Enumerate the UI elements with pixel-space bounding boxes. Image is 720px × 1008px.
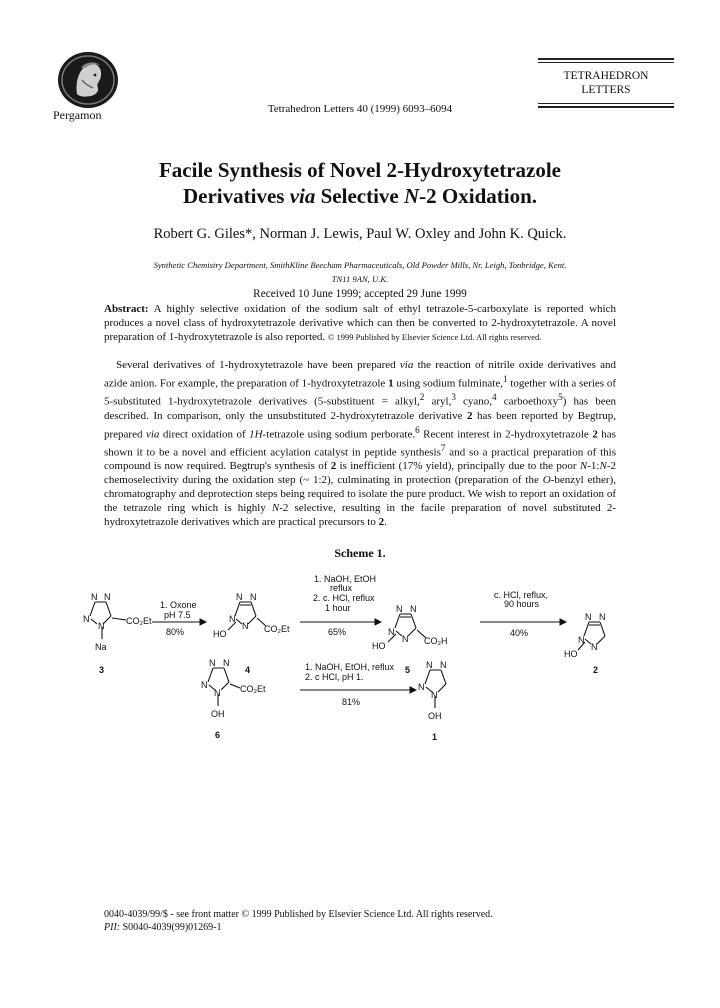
- reagent-text: c. HCl, reflux,: [494, 590, 549, 600]
- reagent-text: 1. Oxone: [160, 600, 197, 610]
- reagent-text: 2. c HCl, pH 1.: [305, 672, 364, 682]
- text-run: the reaction of nitrile oxide derivatives and azide anion. For example, the preparation of 1-hydroxytetrazole: [104, 359, 616, 390]
- body-paragraph: [104, 359, 616, 529]
- compound-number: 1: [432, 732, 438, 742]
- compound-ref: 2: [467, 409, 473, 422]
- pii-label: PII:: [104, 922, 121, 933]
- atom-label: N: [431, 690, 438, 700]
- article-title: [0, 157, 720, 209]
- compound-number: 3: [99, 665, 105, 675]
- title-line-1: Facile Synthesis of Novel 2-Hydroxytetrazole: [158, 158, 562, 182]
- text-run: .: [384, 515, 387, 528]
- masthead-rule-top-thin: [538, 62, 674, 63]
- compound-number: 5: [405, 665, 411, 675]
- atom-label: N: [410, 604, 417, 614]
- atom-label: N: [229, 614, 236, 624]
- journal-name: [538, 69, 674, 97]
- scheme-title: Scheme 1.: [334, 546, 386, 560]
- text-run: using sodium fulminate,: [393, 377, 503, 390]
- title-n: N: [403, 184, 420, 208]
- atom-label: N: [591, 642, 598, 652]
- text-run: direct oxidation of: [159, 428, 250, 441]
- text-run: Recent interest in 2-hydroxytetrazole: [419, 428, 593, 441]
- compound-ref: 2: [330, 460, 337, 473]
- pii-value: S0040-4039(99)01269-1: [120, 922, 222, 933]
- reagent-text: pH 7.5: [164, 610, 191, 620]
- abstract-copyright: © 1999 Published by Elsevier Science Ltd. All rights reserved.: [327, 331, 542, 342]
- citation-ref: 3: [451, 392, 456, 403]
- text-run: ) has been described. In comparison, only the unsubstituted 2-hydroxytetrazole derivative: [104, 395, 617, 422]
- title-line-2: [0, 183, 720, 209]
- citation-ref: 4: [492, 392, 497, 403]
- reagent-text: 1. NaOH, EtOH: [314, 574, 377, 584]
- atom-label: OH: [428, 711, 442, 721]
- atom-label: N: [209, 658, 216, 668]
- compound-ref: 2: [592, 428, 598, 441]
- substituent-label: CO₂H: [424, 636, 448, 646]
- atom-label: HO: [564, 649, 578, 659]
- text-run: -1:: [587, 460, 600, 473]
- text-run: together with a series of 5-substituted 1-hydroxytetrazole derivatives (5-substituent = alkyl,: [104, 377, 616, 408]
- atom-label: OH: [211, 709, 225, 719]
- text-run: has been reported by Begtrup, prepared: [104, 409, 616, 441]
- atom-label: N: [223, 658, 230, 668]
- affiliation-line-2: TN11 9AN, U.K.: [331, 274, 389, 284]
- text-italic: 1H: [249, 428, 263, 441]
- text-run: is inefficient (17% yield), principally due to the poor: [336, 460, 580, 473]
- abstract-text: A highly selective oxidation of the sodium salt of ethyl tetrazole-5-carboxylate is reported which produces a novel class of hydroxytetrazole derivative which can then be converted to 2-hydroxytetrazole. A novel preparation of 1-hydroxytetrazole is also reported.: [104, 303, 616, 343]
- text-italic: N: [271, 501, 280, 514]
- pergamon-logo-icon: [55, 50, 121, 110]
- text-run: -2 selective, resulting in the facile preparation of novel substituted 2-hydroxytetrazole derivatives which are practical precursors to: [104, 501, 616, 528]
- text-run: -tetrazole using sodium perborate.: [262, 428, 416, 441]
- title-via: via: [289, 184, 316, 208]
- atom-label: N: [91, 592, 98, 602]
- compound-number: 4: [245, 665, 251, 675]
- journal-name-line1: TETRAHEDRON: [563, 70, 649, 82]
- masthead-rule-bottom-thin: [538, 103, 674, 104]
- text-run: -benzyl ether), chromatography and deprotection steps being required to isolate the pure product. We wish to report an oxidation of the tetrazole ring which is highly: [104, 474, 616, 514]
- author-list: Robert G. Giles*, Norman J. Lewis, Paul W. Oxley and John K. Quick.: [153, 226, 567, 242]
- text-italic: N: [579, 460, 588, 473]
- citation-ref: 1: [502, 373, 508, 384]
- atom-label: N: [250, 592, 257, 602]
- atom-label: N: [396, 604, 403, 614]
- text-run: Several derivatives of 1-hydroxytetrazole have been prepared: [116, 359, 400, 371]
- compound-number: 6: [215, 730, 221, 740]
- text-run: has shown it to be a novel and efficient acylation catalyst in peptide synthesis: [104, 428, 616, 459]
- journal-citation: Tetrahedron Letters 40 (1999) 6093–6094: [267, 103, 453, 115]
- compound-ref: 1: [388, 377, 394, 390]
- reagent-text: 90 hours: [504, 599, 540, 609]
- yield-text: 80%: [166, 627, 185, 637]
- text-run: cyano,: [455, 395, 493, 408]
- compound-ref: 2: [378, 515, 385, 528]
- atom-label: N: [585, 612, 592, 622]
- atom-label: N: [440, 660, 447, 670]
- substituent-label: CO₂Et: [264, 624, 290, 634]
- atom-label: N: [388, 627, 395, 637]
- text-italic: via: [399, 359, 414, 371]
- citation-ref: 2: [419, 392, 425, 403]
- atom-label: HO: [213, 629, 227, 639]
- citation-ref: 5: [558, 392, 563, 403]
- reagent-text: 2. c. HCl, reflux: [313, 593, 375, 603]
- text-italic: via: [145, 428, 160, 441]
- atom-label: N: [236, 592, 243, 602]
- text-italic: O: [542, 474, 551, 487]
- journal-masthead: [538, 58, 674, 110]
- yield-text: 40%: [510, 628, 529, 638]
- citation-ref: 7: [440, 442, 446, 453]
- reagent-text: 1. NaOH, EtOH, reflux: [305, 662, 395, 672]
- title-text: Derivatives: [182, 184, 290, 208]
- publisher-name: Pergamon: [53, 108, 102, 122]
- reagent-text: reflux: [330, 583, 353, 593]
- text-run: -2 chemoselectivity during the oxidation step (~ 1:2), culminating in protection (preparation of the: [104, 460, 616, 487]
- atom-label: N: [98, 621, 105, 631]
- atom-label: Na: [95, 642, 107, 652]
- text-italic: N: [599, 460, 607, 473]
- atom-label: N: [214, 688, 221, 698]
- text-run: aryl,: [424, 395, 452, 408]
- body-text: [104, 359, 616, 529]
- yield-text: 65%: [328, 627, 347, 637]
- atom-label: N: [201, 680, 208, 690]
- atom-label: N: [402, 634, 409, 644]
- atom-label: N: [418, 682, 425, 692]
- substituent-label: CO₂Et: [126, 616, 152, 626]
- affiliation-line-1: Synthetic Chemistry Department, SmithKline Beecham Pharmaceuticals, Old Powder Mills, Nr. Leigh, Tonbridge, Kent.: [153, 260, 567, 270]
- title-text: Selective: [315, 184, 404, 208]
- masthead-rule-top: [538, 58, 674, 60]
- atom-label: HO: [372, 641, 386, 651]
- atom-label: N: [578, 635, 585, 645]
- atom-label: N: [426, 660, 433, 670]
- footer-copyright: 0040-4039/99/$ - see front matter © 1999 Published by Elsevier Science Ltd. All rights reserved.: [104, 909, 493, 920]
- text-run: carboethoxy: [496, 395, 559, 408]
- citation-ref: 6: [415, 424, 420, 435]
- received-dates: Received 10 June 1999; accepted 29 June 1999: [253, 288, 467, 300]
- reaction-scheme: [0, 560, 720, 810]
- footer: [104, 908, 493, 934]
- atom-label: N: [104, 592, 111, 602]
- masthead-rule-bottom: [538, 106, 674, 108]
- atom-label: N: [242, 621, 249, 631]
- atom-label: N: [599, 612, 606, 622]
- atom-label: N: [83, 614, 90, 624]
- text-run: and so a practical preparation of this compound is now required. Begtrup's synthesis of: [104, 446, 616, 473]
- abstract: [104, 303, 616, 344]
- title-text: -2 Oxidation.: [419, 184, 538, 208]
- reagent-text: 1 hour: [325, 603, 351, 613]
- compound-number: 2: [593, 665, 599, 675]
- substituent-label: CO₂Et: [240, 684, 266, 694]
- footer-pii: [104, 921, 493, 934]
- abstract-label: Abstract:: [104, 303, 149, 315]
- yield-text: 81%: [342, 697, 361, 707]
- affiliation: [90, 258, 630, 286]
- journal-name-line2: LETTERS: [581, 84, 631, 96]
